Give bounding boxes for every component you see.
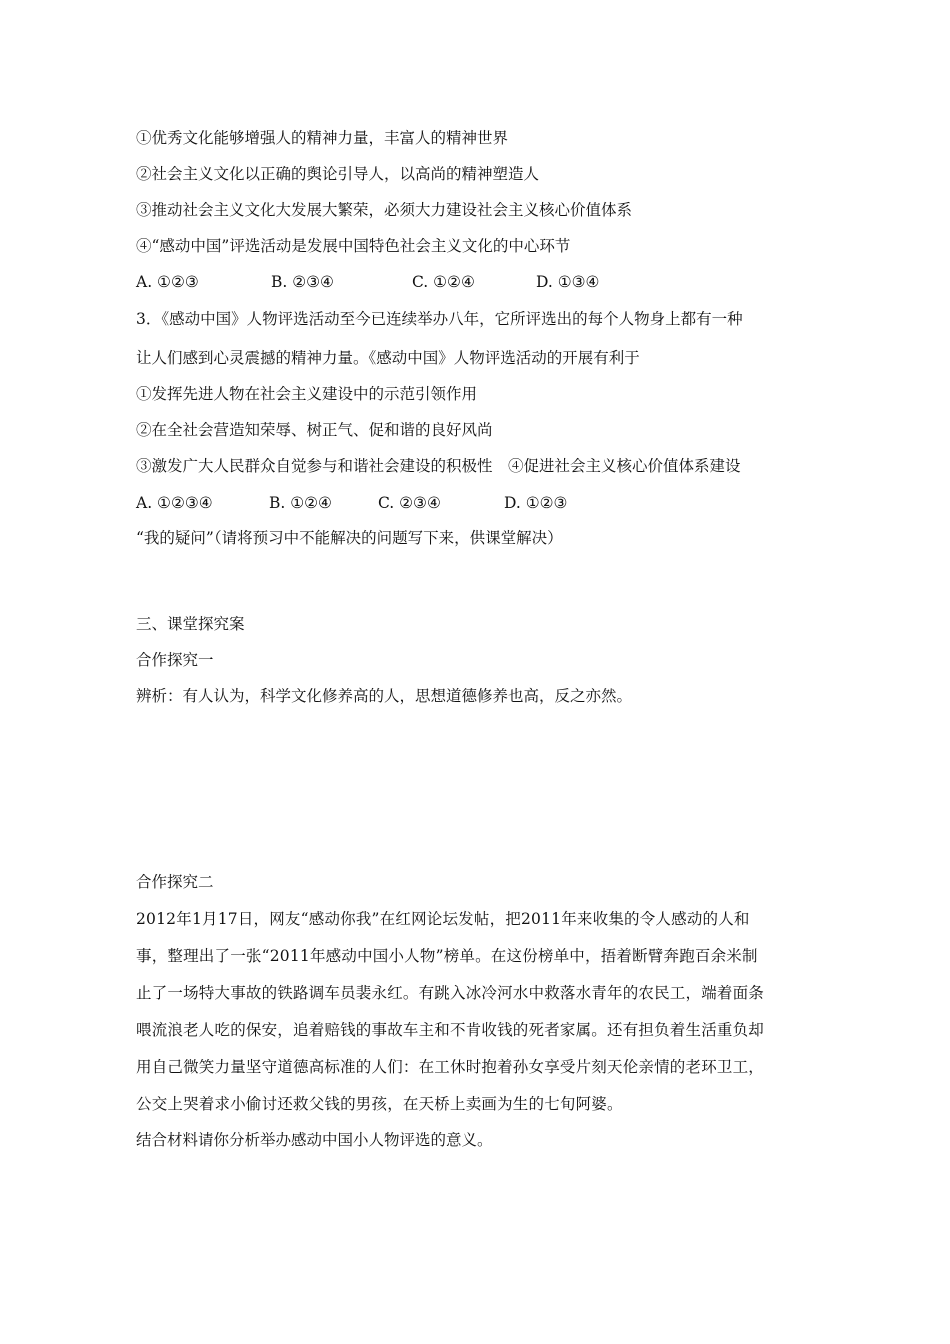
explore-2-line-5: 用自己微笑力量坚守道德高标准的人们：在工休时抱着孙女享受片刻天伦亲情的老环卫工，	[136, 1058, 765, 1076]
explore-2-line-4: 喂流浪老人吃的保安，追着赔钱的事故车主和不肯收钱的死者家属。还有担负着生活重负却	[136, 1021, 765, 1039]
q3-item-1: ①发挥先进人物在社会主义建设中的示范引领作用	[136, 385, 478, 403]
q2-option-d: D. ①③④	[536, 273, 600, 291]
section-3-title: 三、课堂探究案	[136, 615, 245, 633]
q3-stem-line-2: 让人们感到心灵震撼的精神力量。《感动中国》人物评选活动的开展有利于	[136, 349, 640, 367]
q3-stem-line-1: 3．《感动中国》人物评选活动至今已连续举办八年，它所评选出的每个人物身上都有一种	[136, 310, 743, 328]
q3-item-3: ③激发广大人民群众自觉参与和谐社会建设的积极性 ④促进社会主义核心价值体系建设	[136, 457, 741, 475]
explore-2-title: 合作探究二	[136, 873, 214, 891]
q3-option-b: B. ①②④	[269, 494, 332, 512]
q3-option-c: C. ②③④	[378, 494, 441, 512]
explore-2-line-2: 事，整理出了一张“2011年感动中国小人物”榜单。在这份榜单中，捂着断臂奔跑百余米制	[136, 947, 758, 965]
explore-2-line-6: 公交上哭着求小偷讨还救父钱的男孩，在天桥上卖画为生的七旬阿婆。	[136, 1095, 623, 1113]
explore-1-text: 辨析：有人认为，科学文化修养高的人，思想道德修养也高，反之亦然。	[136, 687, 633, 705]
explore-2-question: 结合材料请你分析举办感动中国小人物评选的意义。	[136, 1131, 493, 1149]
explore-2-line-3: 止了一场特大事故的铁路调车员裴永红。有跳入冰冷河水中救落水青年的农民工，端着面条	[136, 984, 765, 1002]
q2-item-4: ④“感动中国”评选活动是发展中国特色社会主义文化的中心环节	[136, 237, 571, 255]
q2-option-a: A. ①②③	[136, 273, 199, 291]
q3-item-2: ②在全社会营造知荣辱、树正气、促和谐的良好风尚	[136, 421, 493, 439]
q3-option-a: A. ①②③④	[136, 494, 213, 512]
q2-item-1: ①优秀文化能够增强人的精神力量，丰富人的精神世界	[136, 129, 509, 147]
my-questions-prompt: “我的疑问”（请将预习中不能解决的问题写下来，供课堂解决）	[136, 529, 563, 547]
explore-1-title: 合作探究一	[136, 651, 214, 669]
q2-option-c: C. ①②④	[412, 273, 475, 291]
q2-item-2: ②社会主义文化以正确的舆论引导人，以高尚的精神塑造人	[136, 165, 540, 183]
q3-option-d: D. ①②③	[504, 494, 568, 512]
q2-option-b: B. ②③④	[271, 273, 334, 291]
q2-item-3: ③推动社会主义文化大发展大繁荣，必须大力建设社会主义核心价值体系	[136, 201, 633, 219]
explore-2-line-1: 2012年1月17日，网友“感动你我”在红网论坛发帖，把2011年来收集的令人感动的人和	[136, 910, 750, 928]
